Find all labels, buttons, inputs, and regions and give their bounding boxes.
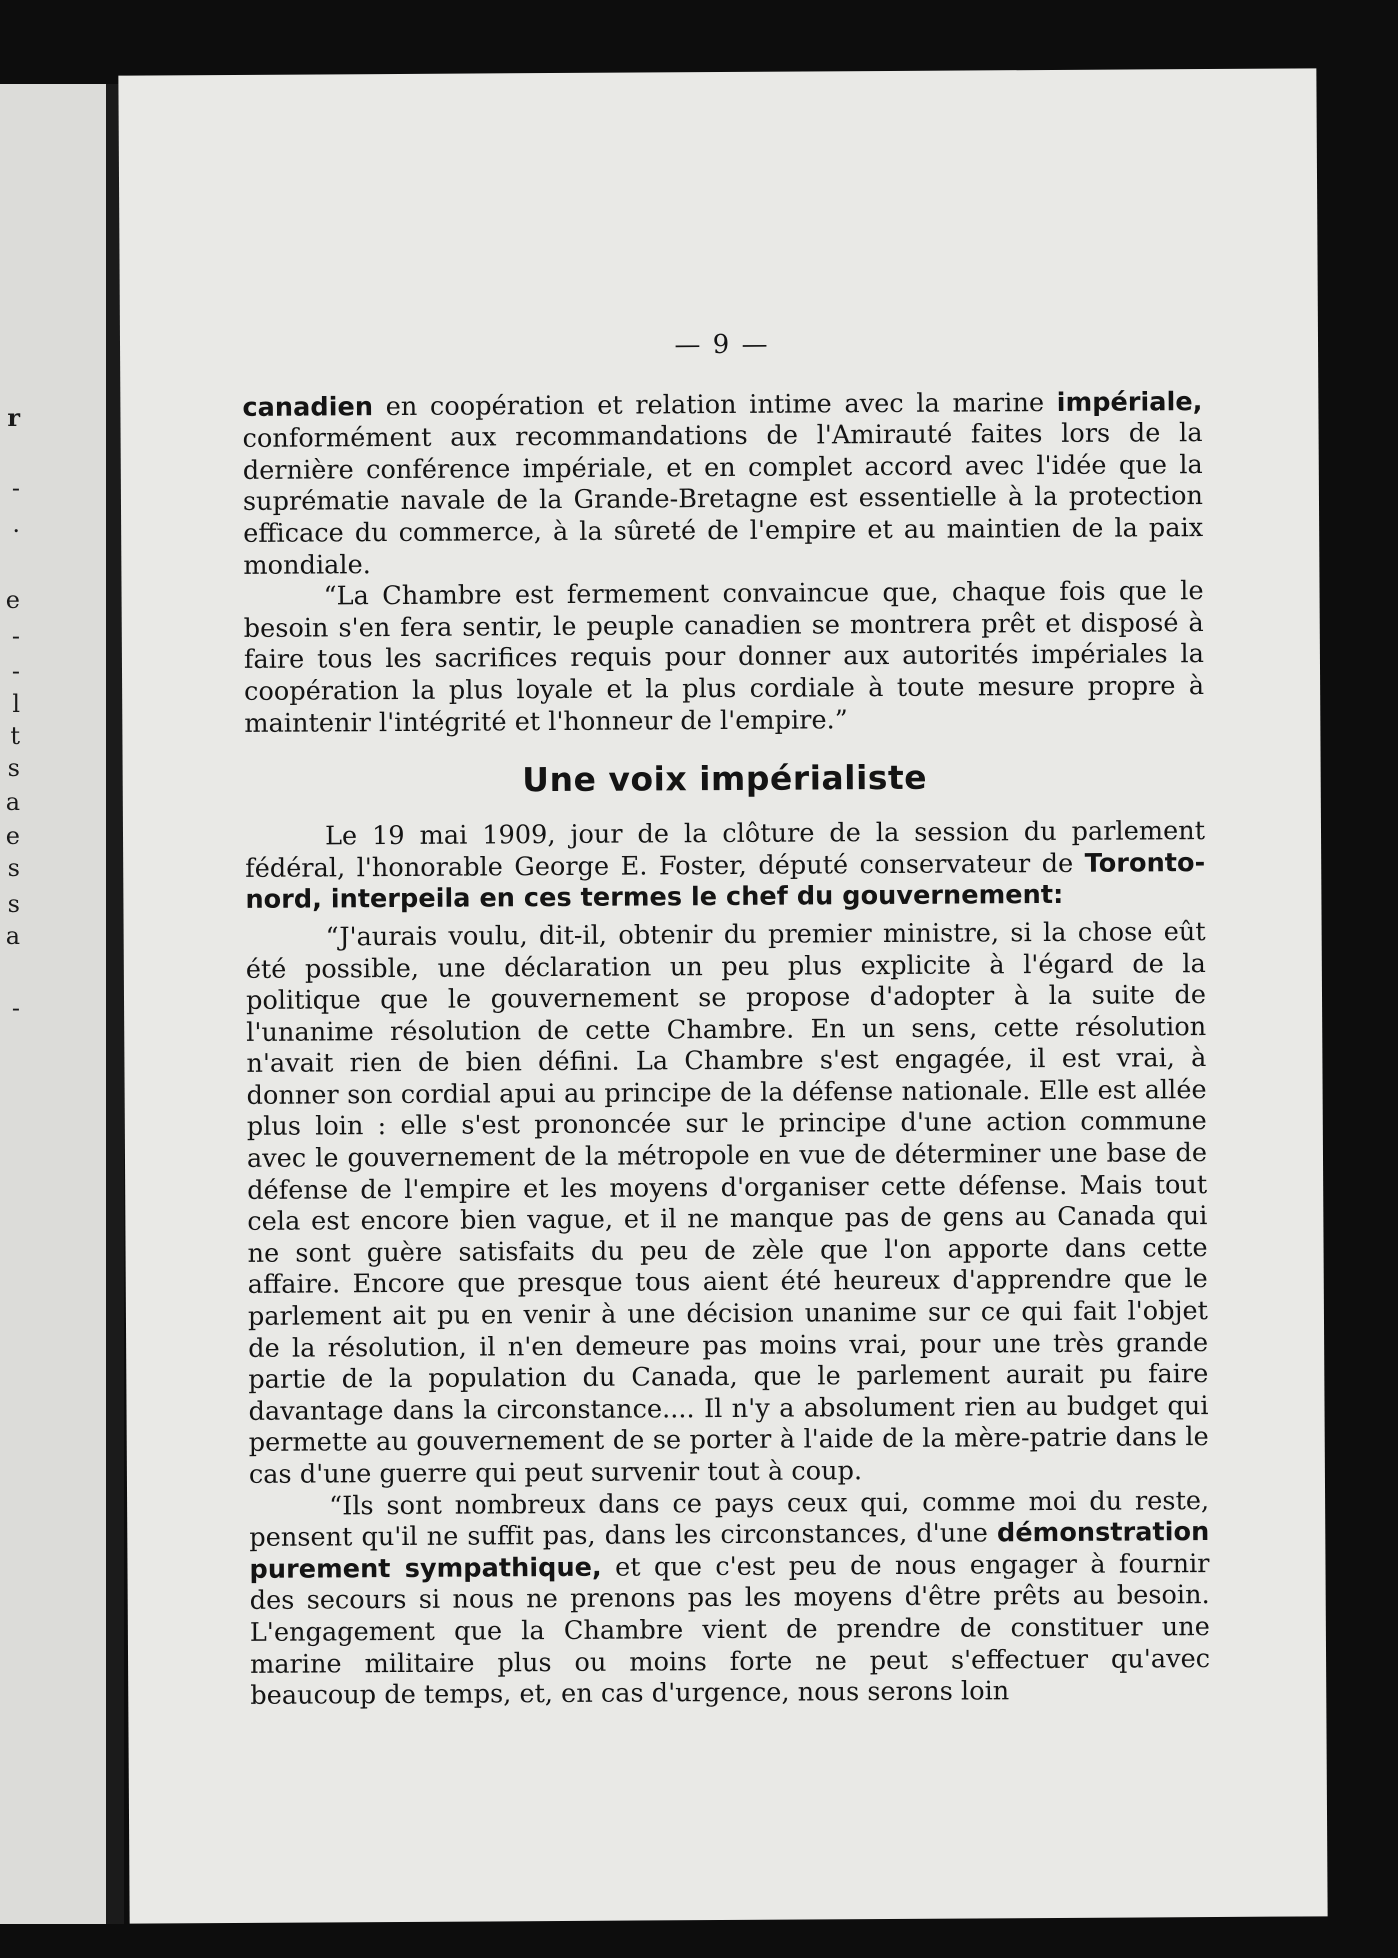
left-page-fragment: - bbox=[11, 622, 20, 650]
left-page-fragment: e bbox=[5, 822, 20, 850]
bold-lead-word: canadien bbox=[242, 391, 374, 423]
left-page-fragment: - bbox=[11, 474, 20, 502]
paragraph-text: et que c'est peu de nous engager à fournir des secours si nous ne prenons pas les moyens d'être prêts au besoin. L'engagement que la Chambre vient de prendre de constituer une marine militaire plus ou moins forte ne peut s'effectuer qu'avec beaucoup de temps, et, en cas d'urgence, nous serons loin bbox=[249, 1548, 1211, 1712]
left-page-fragment: e bbox=[5, 586, 20, 614]
bold-word: impériale, bbox=[1056, 386, 1203, 418]
left-page-fragment: a bbox=[5, 922, 20, 950]
left-page-fragment: s bbox=[7, 754, 20, 782]
left-page-fragment: - bbox=[11, 657, 20, 685]
left-page-fragment: . bbox=[12, 510, 20, 538]
paragraph-text: en coopération et relation intime avec la marine bbox=[372, 387, 1057, 422]
paragraph-text: “Ils sont nombreux dans ce pays ceux qui, comme moi du reste, pensent qu'il ne suffit pas, dans les circonstances, d'une bbox=[249, 1485, 1210, 1554]
bold-phrase: Toronto-nord, interpeila en ces termes le chef du gouvernement: bbox=[245, 847, 1206, 916]
paragraph-text: Le 19 mai 1909, jour de la clôture de la session du parlement fédéral, l'honorable George E. Foster, député conservateur de bbox=[245, 816, 1206, 884]
left-page-fragment: a bbox=[5, 788, 20, 816]
paragraph-continuation bbox=[242, 387, 1203, 582]
left-page-fragment: r bbox=[7, 403, 20, 432]
paragraph-foster-quote-continued bbox=[249, 1486, 1210, 1713]
section-heading: Une voix impérialiste bbox=[522, 757, 928, 800]
bold-phrase: démonstration purement sympathique, bbox=[249, 1517, 1210, 1585]
left-page-fragment: t bbox=[10, 722, 20, 750]
left-page-edge bbox=[0, 84, 106, 1924]
left-page-fragment: s bbox=[7, 854, 20, 882]
left-page-fragment: l bbox=[12, 690, 20, 718]
paragraph-foster-quote: “J'aurais voulu, dit-il, obtenir du premier ministre, si la chose eût été possible, une déclaration un peu plus explicite à l'égard de la politique que le gouvernement se propose d'adopter à la suite de l'unanime résolution de cette Chambre. En un sens, cette résolution n'avait rien de bien défini. La Chambre s'est engagée, il est vrai, à donner son cordial apui au principe de la défense nationale. Elle est allée plus loin : elle s'est prononcée sur le principe d'une action commune avec le gouvernement de la métropole en vue de déterminer une base de défense de l'empire et les moyens d'organiser cette défense. Mais tout cela est encore bien vague, et il ne manque pas de gens au Canada qui ne sont guère satisfaits du peu de zèle que l'on apporte dans cette affaire. Encore que presque tous aient été heureux d'apprendre que le parlement ait pu en venir à une décision unanime sur ce qui fait l'objet de la résolution, il n'en demeure pas moins vrai, pour une très grande partie de la population du Canada, que le parlement aurait pu faire davantage dans la circonstance.... Il n'y a absolument rien au budget qui permette au gouvernement de se porter à l'aide de la mère-patrie dans le cas d'une guerre qui peut survenir tout à coup. bbox=[245, 916, 1209, 1490]
left-page-fragment: s bbox=[7, 890, 20, 918]
paragraph-quote-chambre: “La Chambre est fermement convaincue que, chaque fois que le besoin s'en fera sentir, le peuple canadien se montrera prêt et disposé à faire tous les sacrifices requis pour donner aux autorités impériales la coopération la plus loyale et la plus cordiale à toute mesure propre à maintenir l'intégrité et l'honneur de l'empire.” bbox=[243, 576, 1205, 739]
left-page-fragment: - bbox=[11, 994, 20, 1022]
paragraph-foster-intro bbox=[245, 816, 1206, 917]
page-number: — 9 — bbox=[674, 329, 770, 361]
right-page bbox=[118, 68, 1327, 1923]
paragraph-text: conformément aux recommandations de l'Amirauté faites lors de la dernière conférence impériale, et en complet accord avec l'idée que la suprématie navale de la Grande-Bretagne est essentielle à la protection efficace du commerce, à la sûreté de l'empire et au maintien de la paix mondiale. bbox=[242, 418, 1204, 581]
page-text-block bbox=[242, 327, 1210, 1713]
